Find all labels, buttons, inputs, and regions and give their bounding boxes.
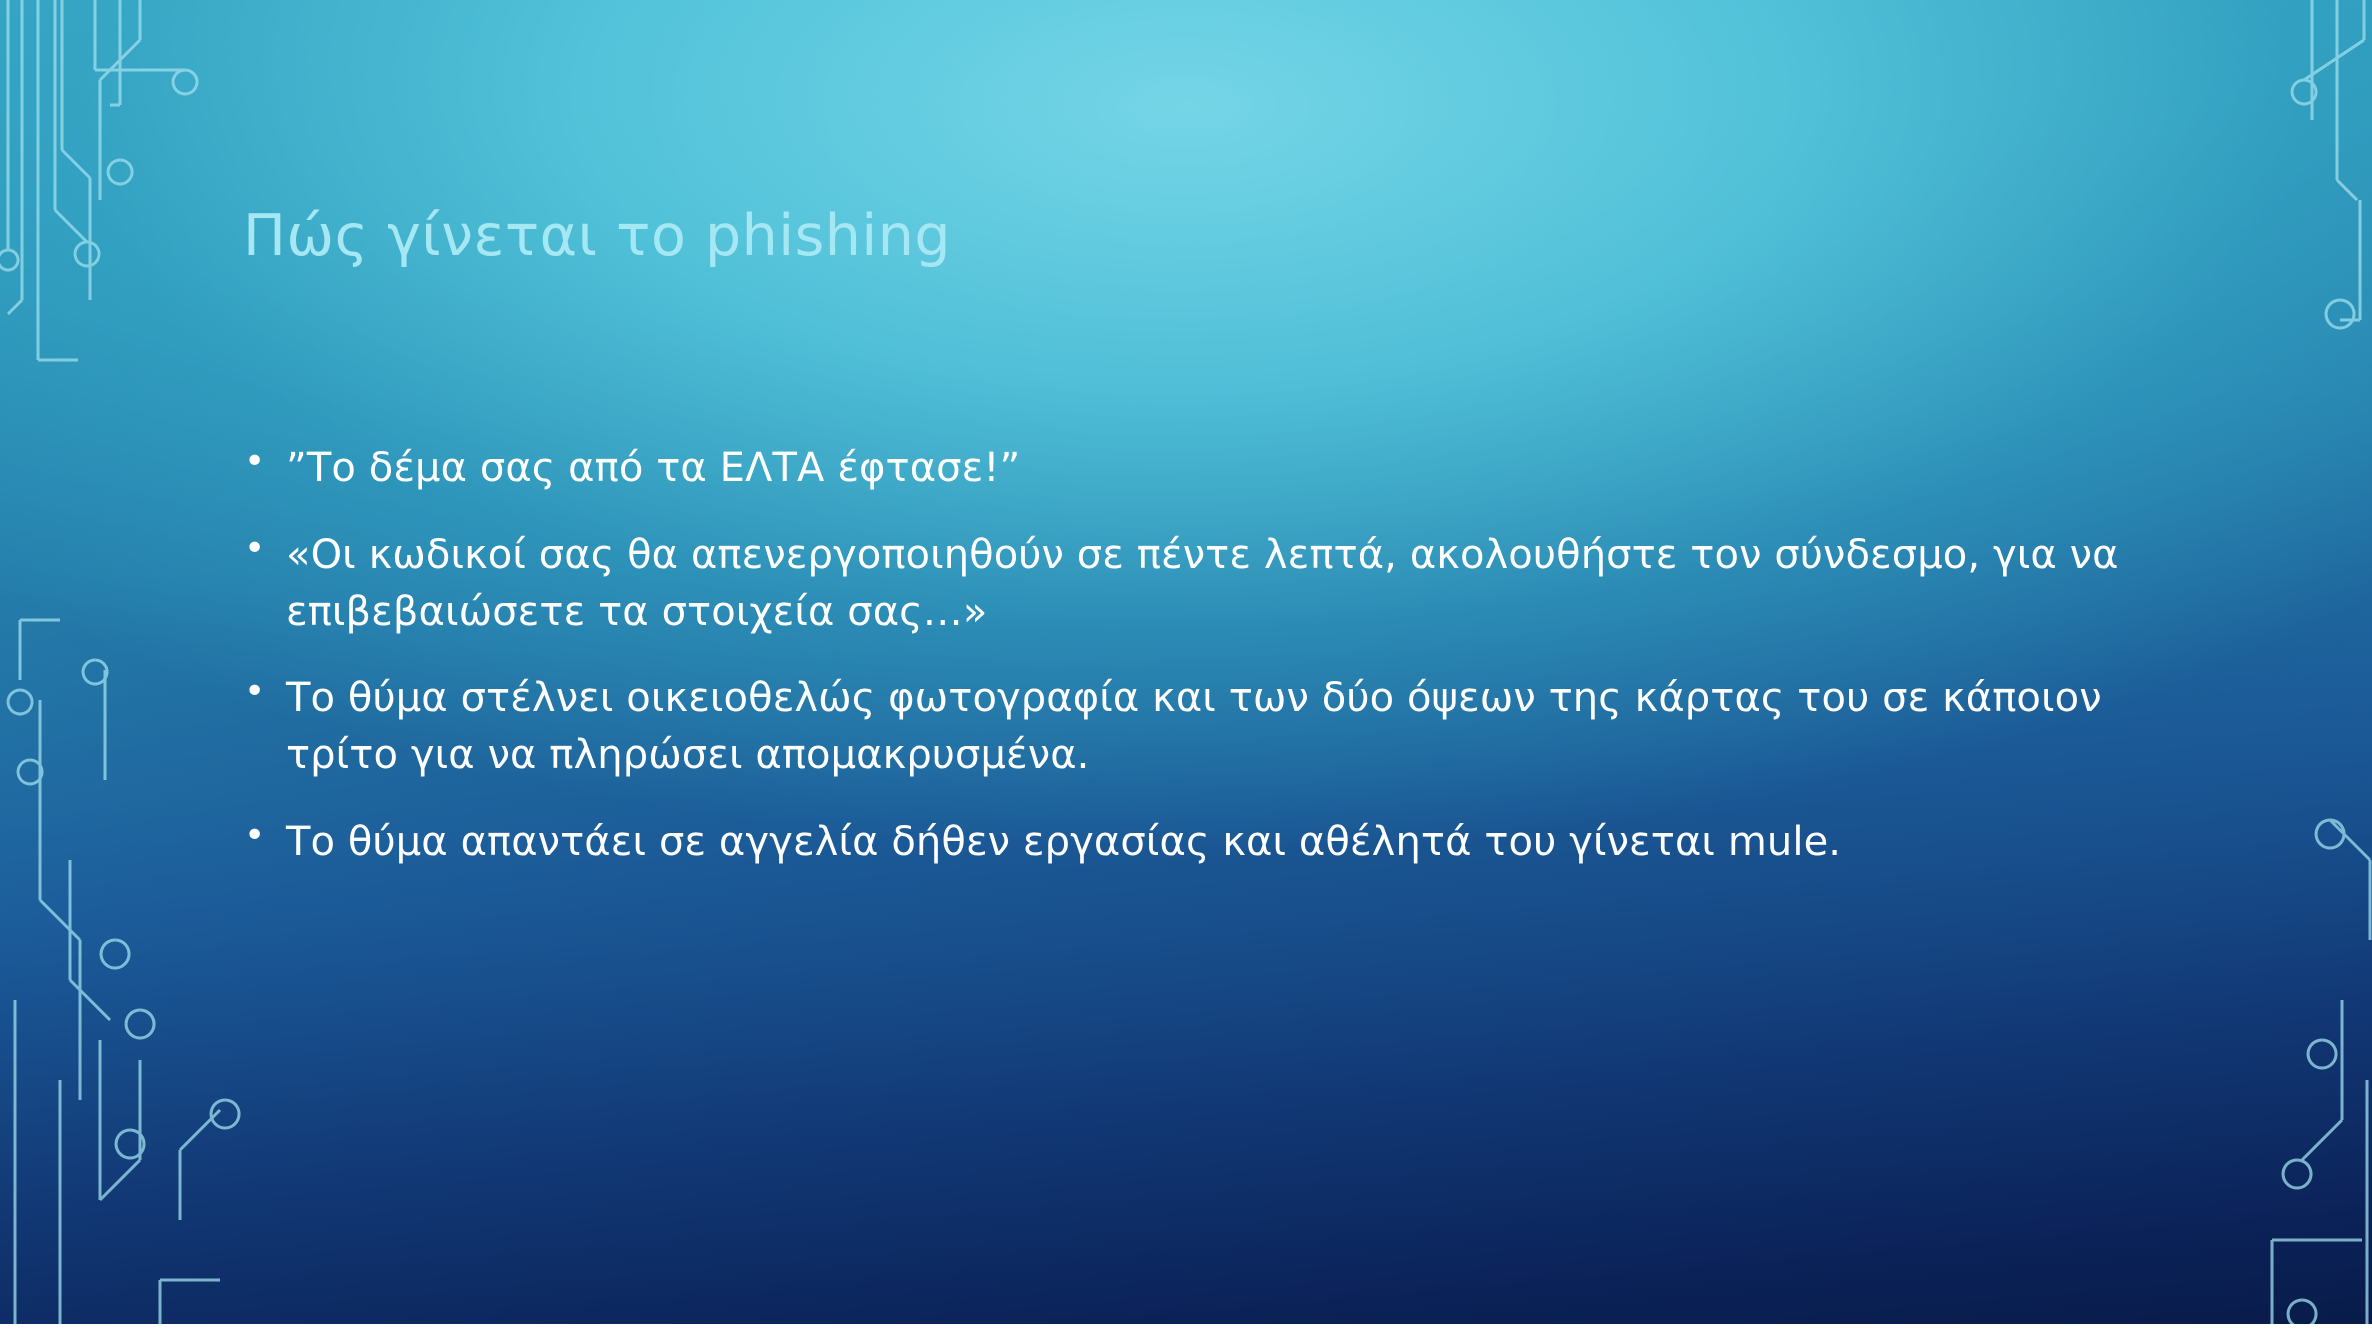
page-title: Πώς γίνεται το phishing [243, 203, 952, 269]
bullet-list [236, 440, 2166, 901]
slide-bottom-edge [0, 1324, 2372, 1338]
list-item: • ”Το δέμα σας από τα ΕΛΤΑ έφτασε!” [236, 440, 2166, 497]
list-item: • Το θύμα στέλνει οικειοθελώς φωτογραφία και των δύο όψεων της κάρτας του σε κάποιον τρίτο για να πληρώσει απομακρυσμένα. [236, 670, 2166, 784]
list-item: • «Οι κωδικοί σας θα απενεργοποιηθούν σε πέντε λεπτά, ακολουθήστε τον σύνδεσμο, για να επιβεβαιώσετε τα στοιχεία σας…» [236, 527, 2166, 641]
list-item: • Το θύμα απαντάει σε αγγελία δήθεν εργασίας και αθέλητά του γίνεται mule. [236, 814, 2166, 871]
